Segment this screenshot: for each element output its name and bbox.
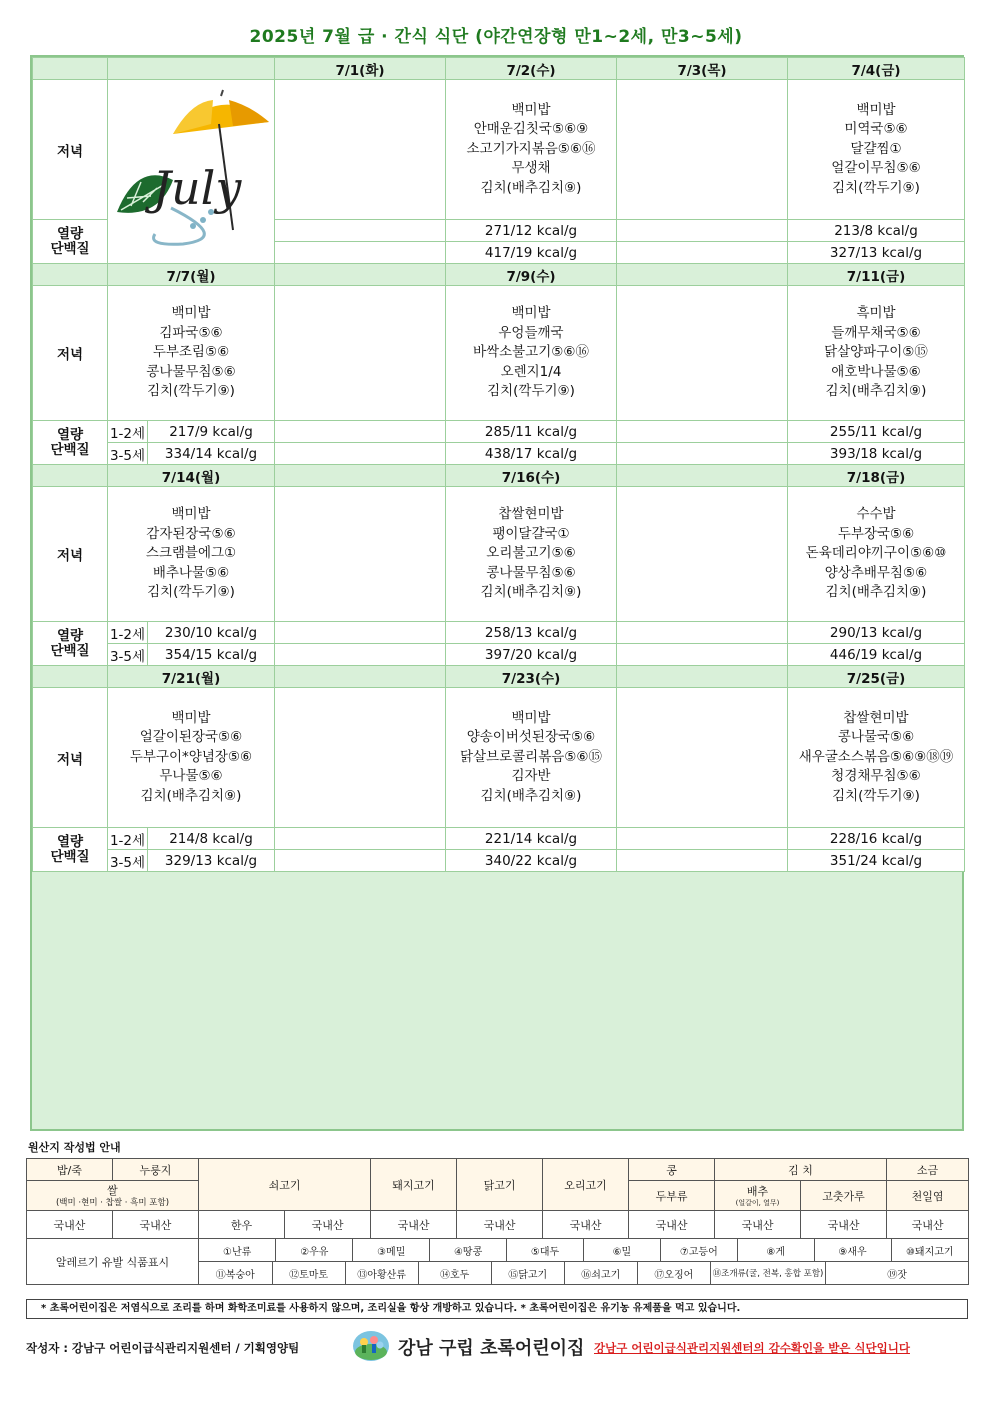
date-header: 7/2(수)	[446, 58, 617, 80]
cabbage-subheader: 배추 (얼갈이, 열무)	[715, 1181, 801, 1211]
author-text: 작성자 : 강남구 어린이급식관리지원센터 / 기획영양팀	[26, 1341, 300, 1355]
july-image-cell	[108, 80, 275, 264]
nurungji-header: 누룽지	[113, 1159, 199, 1181]
date-header: 7/3(목)	[617, 58, 788, 80]
kcal-value: 258/13 kcal/g	[446, 622, 617, 644]
sea-salt-subheader: 천일염	[887, 1181, 969, 1211]
allergen-item: ⑭호두	[418, 1262, 491, 1284]
menu-cell: 백미밥 미역국⑤⑥ 달걀찜① 얼갈이무침⑤⑥ 김치(깍두기⑨)	[788, 80, 965, 220]
dinner-label: 저녁	[33, 286, 108, 421]
age-label: 3-5세	[108, 850, 148, 872]
kcal-value: 255/11 kcal/g	[788, 421, 965, 443]
date-header: 7/4(금)	[788, 58, 965, 80]
menu-cell: 흑미밥 들깨무채국⑤⑥ 닭살양파구이⑤⑮ 애호박나물⑤⑥ 김치(배추김치⑨)	[788, 286, 965, 421]
origin-guide-title: 원산지 작성법 안내	[28, 1141, 121, 1154]
chili-subheader: 고춧가루	[801, 1181, 887, 1211]
allergen-item: ⑰오징어	[637, 1262, 710, 1284]
dinner-label: 저녁	[33, 487, 108, 622]
daycare-logo-icon	[352, 1330, 390, 1362]
allergen-item: ⑩돼지고기	[905, 1246, 954, 1258]
july-image-text: July	[152, 160, 242, 215]
date-header: 7/23(수)	[446, 666, 617, 688]
confirm-text: 강남구 어린이급식관리지원센터의 감수확인을 받은 식단입니다	[594, 1341, 910, 1355]
kcal-value: 334/14 kcal/g	[148, 443, 275, 465]
week4-kcal-row-1	[33, 828, 965, 850]
week4-header-row	[33, 666, 965, 688]
allergen-item: ⑥밀	[583, 1239, 660, 1261]
week3-kcal-row-2	[33, 644, 965, 666]
kcal-value: 228/16 kcal/g	[788, 828, 965, 850]
allergen-item: ⑤대두	[507, 1239, 584, 1261]
bean-header: 콩	[629, 1159, 715, 1181]
date-header: 7/1(화)	[275, 58, 446, 80]
allergen-row-2	[199, 1262, 968, 1284]
date-header: 7/21(월)	[108, 666, 275, 688]
week4-dinner-row	[33, 688, 965, 828]
dinner-label: 저녁	[33, 688, 108, 828]
allergen-item: ⑧게	[737, 1239, 814, 1261]
kcal-value: 217/9 kcal/g	[148, 421, 275, 443]
kcal-label: 열량 단백질	[33, 828, 108, 872]
age-label: 1-2세	[108, 622, 148, 644]
menu-table	[32, 57, 965, 872]
date-header: 7/18(금)	[788, 465, 965, 487]
footer	[26, 1330, 968, 1364]
week4-kcal-row-2	[33, 850, 965, 872]
kcal-value: 221/14 kcal/g	[446, 828, 617, 850]
rice-header: 밥/죽	[27, 1159, 113, 1181]
kcal-value: 397/20 kcal/g	[446, 644, 617, 666]
allergen-item: ⑪복숭아	[199, 1262, 272, 1284]
week1-header-row	[33, 58, 965, 80]
pork-header: 돼지고기	[371, 1159, 457, 1211]
date-header: 7/9(수)	[446, 264, 617, 286]
allergen-item: ⑦고등어	[660, 1239, 737, 1261]
menu-cell: 백미밥 김파국⑤⑥ 두부조림⑤⑥ 콩나물무침⑤⑥ 김치(깍두기⑨)	[108, 286, 275, 421]
kcal-value: 340/22 kcal/g	[446, 850, 617, 872]
school-name: 강남 구립 초록어린이집	[398, 1338, 585, 1359]
date-header: 7/7(월)	[108, 264, 275, 286]
menu-cell: 찹쌀현미밥 콩나물국⑤⑥ 새우굴소스볶음⑤⑥⑨⑱⑲ 청경채무침⑤⑥ 김치(깍두기⑨)	[788, 688, 965, 828]
date-header: 7/16(수)	[446, 465, 617, 487]
july-illustration	[111, 84, 271, 260]
menu-table-container	[30, 55, 964, 1131]
age-label: 3-5세	[108, 644, 148, 666]
menu-cell: 수수밥 두부장국⑤⑥ 돈육데리야끼구이⑤⑥⑩ 양상추배무침⑤⑥ 김치(배추김치⑨)	[788, 487, 965, 622]
kcal-value: 417/19 kcal/g	[446, 242, 617, 264]
page-title: 2025년 7월 급 · 간식 식단 (야간연장형 만1~2세, 만3~5세)	[249, 27, 743, 47]
week3-kcal-row-1	[33, 622, 965, 644]
menu-cell: 백미밥 안매운김칫국⑤⑥⑨ 소고기가지볶음⑤⑥⑯ 무생채 김치(배추김치⑨)	[446, 80, 617, 220]
allergen-item: ⑫토마토	[272, 1262, 345, 1284]
week2-kcal-row-2	[33, 443, 965, 465]
week2-dinner-row	[33, 286, 965, 421]
allergen-item: ⑮닭고기	[491, 1262, 564, 1284]
menu-cell: 찹쌀현미밥 팽이달걀국① 오리불고기⑤⑥ 콩나물무침⑤⑥ 김치(배추김치⑨)	[446, 487, 617, 622]
allergen-item: ⑬아황산류	[345, 1262, 418, 1284]
menu-cell: 백미밥 얼갈이된장국⑤⑥ 두부구이*양념장⑤⑥ 무나물⑤⑥ 김치(배추김치⑨)	[108, 688, 275, 828]
kcal-value: 290/13 kcal/g	[788, 622, 965, 644]
chicken-header: 닭고기	[457, 1159, 543, 1211]
age-label: 1-2세	[108, 828, 148, 850]
duck-header: 오리고기	[543, 1159, 629, 1211]
salt-header: 소금	[887, 1159, 969, 1181]
kcal-value: 285/11 kcal/g	[446, 421, 617, 443]
age-label: 1-2세	[108, 421, 148, 443]
menu-cell: 백미밥 우엉들깨국 바싹소불고기⑤⑥⑯ 오렌지1/4 김치(깍두기⑨)	[446, 286, 617, 421]
allergen-item: ④땅콩	[430, 1239, 507, 1261]
kcal-value: 329/13 kcal/g	[148, 850, 275, 872]
kcal-label: 열량 단백질	[33, 421, 108, 465]
kcal-value: 327/13 kcal/g	[788, 242, 965, 264]
age-label: 3-5세	[108, 443, 148, 465]
kcal-value: 213/8 kcal/g	[788, 220, 965, 242]
week2-header-row	[33, 264, 965, 286]
dinner-label: 저녁	[33, 80, 108, 220]
kcal-value: 351/24 kcal/g	[788, 850, 965, 872]
allergen-item: ①난류	[199, 1239, 276, 1261]
week3-header-row	[33, 465, 965, 487]
allergen-item: ⑨새우	[814, 1239, 891, 1261]
allergen-item: ⑯쇠고기	[564, 1262, 637, 1284]
allergen-item: ⑱조개류(굴, 전복, 홍합 포함)	[710, 1262, 825, 1284]
kcal-value: 438/17 kcal/g	[446, 443, 617, 465]
kcal-label: 열량 단백질	[33, 220, 108, 264]
allergy-label: 알레르기 유발 식품표시	[27, 1239, 199, 1285]
kcal-value: 271/12 kcal/g	[446, 220, 617, 242]
date-header: 7/25(금)	[788, 666, 965, 688]
allergen-item: ⑲잣	[887, 1269, 907, 1281]
menu-cell: 백미밥 양송이버섯된장국⑤⑥ 닭살브로콜리볶음⑤⑥⑮ 김자반 김치(배추김치⑨)	[446, 688, 617, 828]
notice-box: * 초록어린이집은 저염식으로 조리를 하며 화학조미료를 사용하지 않으며, 조리실을 항상 개방하고 있습니다. * 초록어린이집은 유기농 유제품을 먹고 있습니다.	[26, 1299, 968, 1319]
kcal-value: 214/8 kcal/g	[148, 828, 275, 850]
date-header: 7/11(금)	[788, 264, 965, 286]
allergen-item: ③메밀	[353, 1239, 430, 1261]
date-header: 7/14(월)	[108, 465, 275, 487]
kcal-label: 열량 단백질	[33, 622, 108, 666]
kcal-value: 446/19 kcal/g	[788, 644, 965, 666]
week3-dinner-row	[33, 487, 965, 622]
origin-values-row: 국내산 국내산 한우 국내산 국내산 국내산 국내산 국내산 국내산 국내산 국내산	[27, 1211, 969, 1239]
week2-kcal-row-1	[33, 421, 965, 443]
july-umbrella-image	[111, 84, 271, 260]
allergen-item: ②우유	[276, 1239, 353, 1261]
allergen-row-1	[199, 1239, 968, 1261]
kcal-value: 393/18 kcal/g	[788, 443, 965, 465]
week1-dinner-row	[33, 80, 965, 220]
kcal-value: 354/15 kcal/g	[148, 644, 275, 666]
origin-table	[26, 1158, 969, 1285]
kcal-value: 230/10 kcal/g	[148, 622, 275, 644]
rice-subheader: 쌀 (백미 ·현미 · 찹쌀 · 흑미 포함)	[27, 1181, 199, 1211]
beef-header: 쇠고기	[199, 1159, 371, 1211]
tofu-subheader: 두부류	[629, 1181, 715, 1211]
menu-cell: 백미밥 감자된장국⑤⑥ 스크램블에그① 배추나물⑤⑥ 김치(깍두기⑨)	[108, 487, 275, 622]
kimchi-header: 김 치	[715, 1159, 887, 1181]
